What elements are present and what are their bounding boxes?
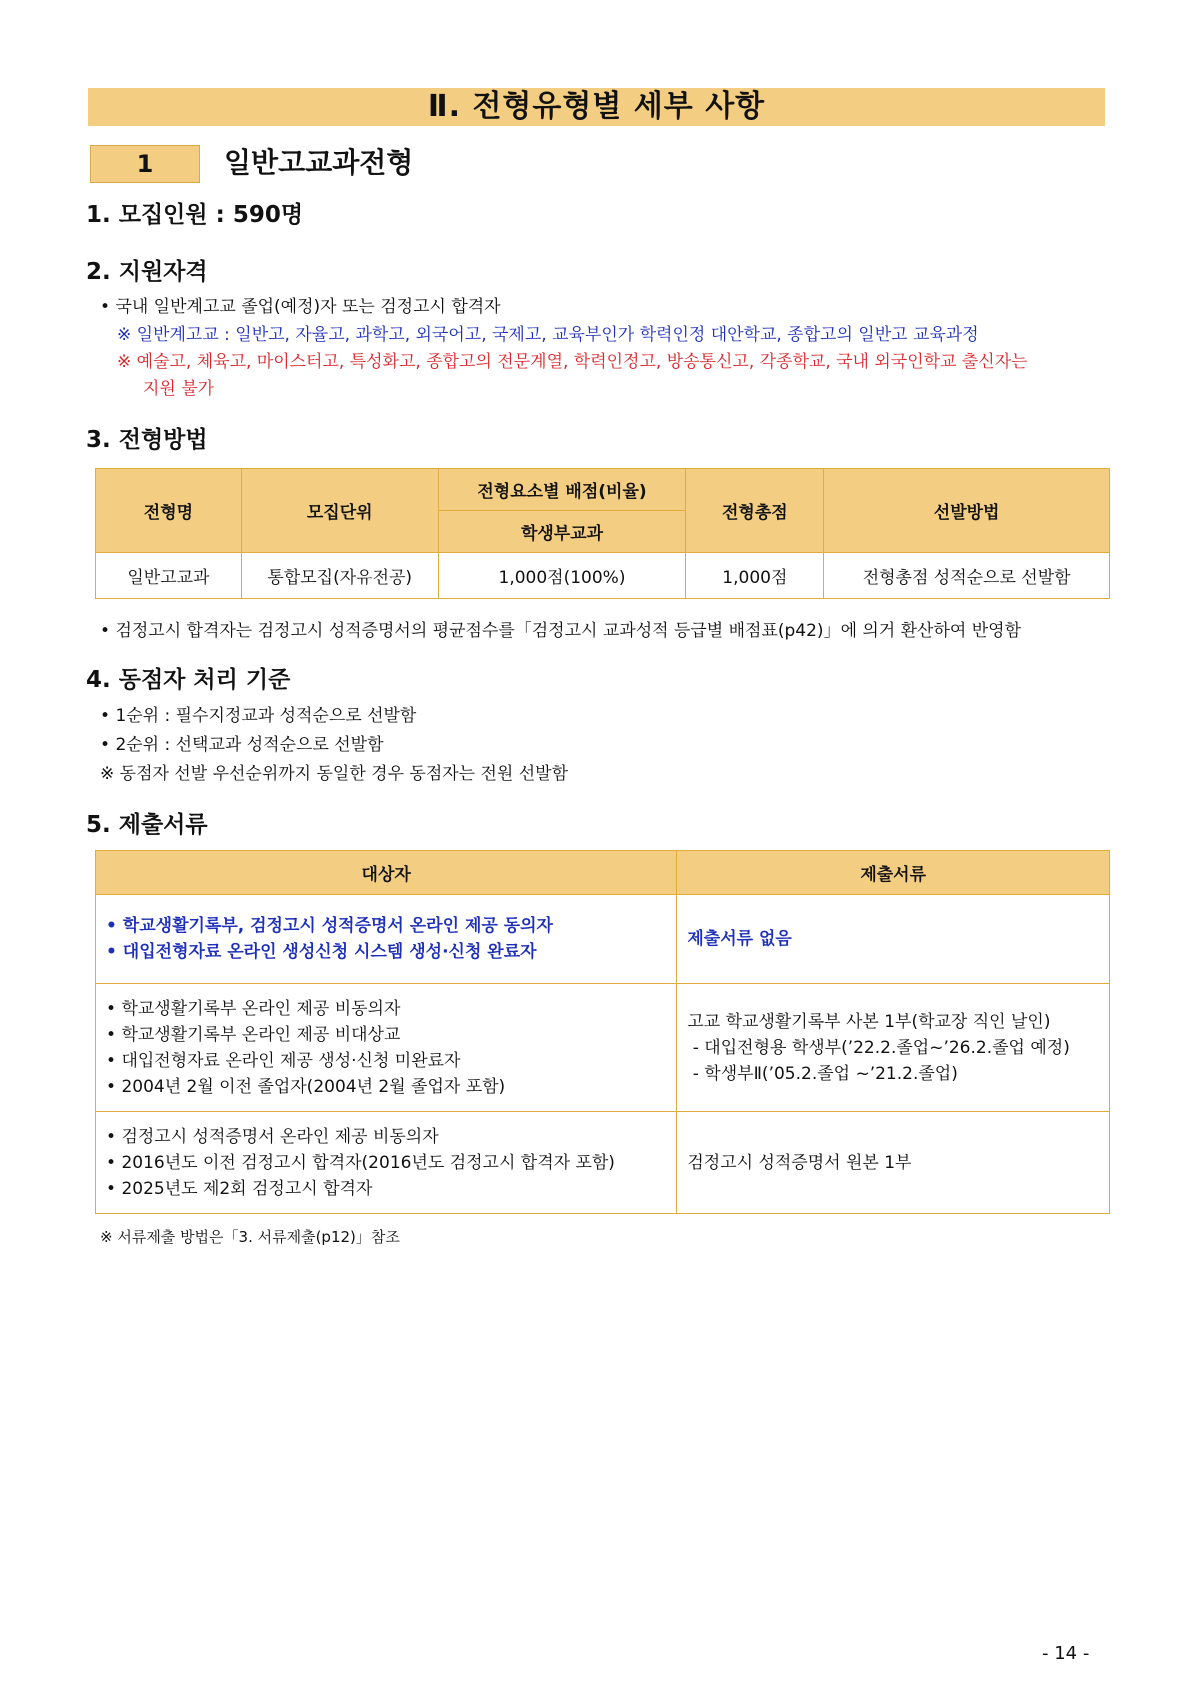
cell-weight: 1,000점(100%) bbox=[438, 553, 686, 599]
cell-targets bbox=[96, 1112, 677, 1214]
tie-rank-2: • 2순위 : 선택교과 성적순으로 선발함 bbox=[100, 730, 384, 755]
tie-rank-1: • 1순위 : 필수지정교과 성적순으로 선발함 bbox=[100, 701, 416, 726]
header-weight-sub: 학생부교과 bbox=[438, 511, 686, 553]
header-type: 전형명 bbox=[96, 469, 242, 553]
table-row bbox=[96, 895, 1110, 984]
header-total: 전형총점 bbox=[686, 469, 824, 553]
list-item: • 대입전형자료 온라인 제공 생성·신청 미완료자 bbox=[106, 1048, 666, 1074]
list-item: • 2016년도 이전 검정고시 합격자(2016년도 검정고시 합격자 포함) bbox=[106, 1150, 666, 1176]
method-note: • 검정고시 합격자는 검정고시 성적증명서의 평균점수를「검정고시 교과성적 등급별 배점표(p42)」에 의거 환산하여 반영함 bbox=[100, 616, 1021, 641]
list-item: • 학교생활기록부 온라인 제공 비대상교 bbox=[106, 1022, 666, 1048]
section-method: 3. 전형방법 bbox=[86, 427, 208, 453]
header-unit: 모집단위 bbox=[241, 469, 438, 553]
eligibility-note-general-school: ※ 일반계고교 : 일반고, 자율고, 과학고, 외국어고, 국제고, 교육부인가 학력인정 대안학교, 종합고의 일반고 교육과정 bbox=[117, 325, 979, 345]
cell-selection: 전형총점 성적순으로 선발함 bbox=[824, 553, 1110, 599]
list-item: • 2025년도 제2회 검정고시 합격자 bbox=[106, 1176, 666, 1202]
cell-type: 일반고교과 bbox=[96, 553, 242, 599]
eligibility-note-excluded-cont: 지원 불가 bbox=[143, 379, 215, 399]
cell-unit: 통합모집(자유전공) bbox=[241, 553, 438, 599]
list-item: • 검정고시 성적증명서 온라인 제공 비동의자 bbox=[106, 1124, 666, 1150]
list-item: • 대입전형자료 온라인 생성신청 시스템 생성·신청 완료자 bbox=[106, 939, 666, 965]
method-table bbox=[95, 468, 1110, 599]
header-target: 대상자 bbox=[96, 851, 677, 895]
page-number: - 14 - bbox=[1042, 1643, 1090, 1664]
eligibility-note-excluded: ※ 예술고, 체육고, 마이스터고, 특성화고, 종합고의 전문계열, 학력인정고, 방송통신고, 각종학교, 국내 외국인학교 출신자는 bbox=[117, 352, 1028, 372]
list-item: 제출서류 없음 bbox=[687, 929, 792, 949]
cell-total: 1,000점 bbox=[686, 553, 824, 599]
tie-note: ※ 동점자 선발 우선순위까지 동일한 경우 동점자는 전원 선발함 bbox=[100, 764, 569, 784]
table-row bbox=[96, 1112, 1110, 1214]
section-tie-rule: 4. 동점자 처리 기준 bbox=[86, 667, 291, 693]
cell-docs bbox=[677, 895, 1110, 984]
header-selection: 선발방법 bbox=[824, 469, 1110, 553]
cell-targets bbox=[96, 895, 677, 984]
subsection-number: 1 bbox=[90, 145, 200, 183]
cell-docs bbox=[677, 1112, 1110, 1214]
list-item: • 2004년 2월 이전 졸업자(2004년 2월 졸업자 포함) bbox=[106, 1074, 666, 1100]
documents-note: ※ 서류제출 방법은「3. 서류제출(p12)」참조 bbox=[100, 1228, 400, 1246]
chapter-title: Ⅱ. 전형유형별 세부 사항 bbox=[88, 88, 1105, 126]
subsection-title: 일반고교과전형 bbox=[224, 146, 414, 179]
table-row bbox=[96, 984, 1110, 1112]
list-item: 고교 학교생활기록부 사본 1부(학교장 직인 날인) bbox=[687, 1011, 1051, 1032]
list-item: 검정고시 성적증명서 원본 1부 bbox=[687, 1152, 912, 1173]
header-docs: 제출서류 bbox=[677, 851, 1110, 895]
section-documents: 5. 제출서류 bbox=[86, 812, 208, 838]
section-recruit-count: 1. 모집인원 : 590명 bbox=[86, 202, 304, 228]
table-row bbox=[96, 553, 1110, 599]
list-item: - 학생부Ⅱ(’05.2.졸업 ~’21.2.졸업) bbox=[687, 1063, 958, 1084]
documents-table bbox=[95, 850, 1110, 1214]
cell-targets bbox=[96, 984, 677, 1112]
header-weight: 전형요소별 배점(비율) bbox=[438, 469, 686, 511]
list-item: • 학교생활기록부 온라인 제공 비동의자 bbox=[106, 996, 666, 1022]
list-item: - 대입전형용 학생부(’22.2.졸업~’26.2.졸업 예정) bbox=[687, 1037, 1070, 1058]
section-eligibility: 2. 지원자격 bbox=[86, 259, 208, 285]
cell-docs bbox=[677, 984, 1110, 1112]
list-item: • 학교생활기록부, 검정고시 성적증명서 온라인 제공 동의자 bbox=[106, 913, 666, 939]
eligibility-main: • 국내 일반계고교 졸업(예정)자 또는 검정고시 합격자 bbox=[100, 292, 501, 317]
